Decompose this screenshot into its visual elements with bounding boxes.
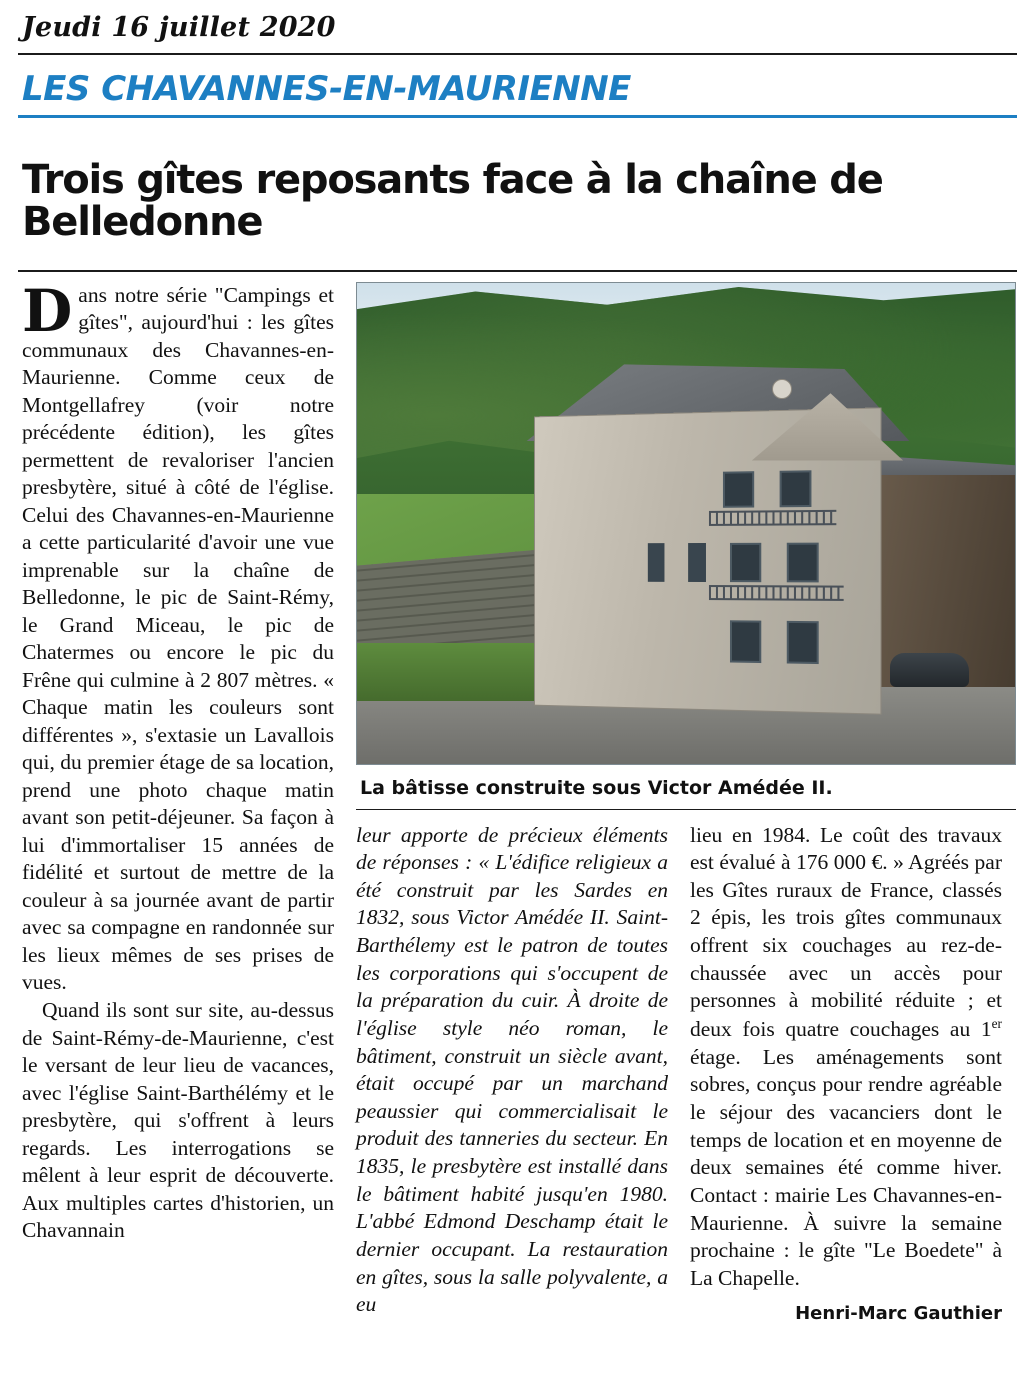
photo-satellite-dish	[772, 379, 792, 399]
photo-car	[890, 653, 969, 687]
kicker-locality: LES CHAVANNES-EN-MAURIENNE	[22, 69, 631, 109]
photo-window	[786, 543, 818, 582]
article-photo	[356, 282, 1016, 765]
photo-shutter	[689, 544, 706, 583]
photo-window	[730, 544, 762, 583]
photo-window	[730, 621, 762, 663]
page-title: Trois gîtes reposants face à la chaîne de Belledonne	[22, 156, 883, 245]
paragraph-quote: leur apporte de précieux éléments de réponses : « L'édifice religieux a été construit par les Sardes en 1832, sous Victor Amédée II. Saint-Barthélemy est le patron de toutes les corporations qui s'occupent de la préparation du cuir. À droite de l'église style néo roman, le bâtiment, construit un siècle avant, était occupé par un marchand peaussier qui commercialisait le produit des tanneries du secteur. En 1835, le presbytère est installé dans le bâtiment habité jusqu'en 1980. L'abbé Edmond Deschamp était le dernier occupant. La restauration en gîtes, sous la salle polyvalente, a eu	[356, 822, 668, 1317]
text-column-1	[22, 276, 334, 1326]
paragraph-2: Quand ils sont sur site, au-dessus de Saint-Rémy-de-Maurienne, c'est le versant de leur lieu de vacances, avec l'église Saint-Barthélémy et le presbytère, qui s'offrent à leurs regards. Les interrogations se mêlent à leur esprit de découverte. Aux multiples cartes d'historien, un Chavannain	[22, 998, 334, 1243]
paragraph-final: lieu en 1984. Le coût des travaux est évalué à 176 000 €. » Agréés par les Gîtes ruraux de France, classés 2 épis, les trois gîtes communaux offrent six couchages au rez-de-chaussée avec un accès pour personnes à mobilité réduite ; et deux fois quatre couchages au 1er étage. Les aménagements sont sobres, conçus pour rendre agréable le séjour des vacanciers dont le temps de location et en moyenne de deux semaines été comme hiver. Contact : mairie Les Chavannes-en-Maurienne. À suivre la semaine prochaine : le gîte "Le Boedete" à La Chapelle.	[690, 822, 1002, 1290]
photo-caption: La bâtisse construite sous Victor Amédée II.	[360, 776, 833, 799]
article-body	[18, 272, 1017, 1326]
text-column-2	[356, 822, 668, 1326]
photo-balcony	[709, 585, 843, 601]
photo-shutter	[648, 544, 665, 582]
lower-columns	[356, 810, 1016, 1326]
photo-balcony	[709, 510, 836, 526]
divider-kicker	[18, 115, 1017, 118]
photo-window	[723, 472, 754, 508]
paragraph-intro: Dans notre série "Campings et gîtes", aujourd'hui : les gîtes communaux des Chavannes-en-Maurienne. Comme ceux de Montgellafrey (voir notre précédente édition), les gîtes permettent de revaloriser l'ancien presbytère, situé à côté de l'église. Celui des Chavannes-en-Maurienne a cette particularité d'avoir une vue imprenable sur la chaîne de Belledonne, le pic de Saint-Rémy, le Grand Miceau, le pic de Chatermes ou encore le pic du Frêne qui culmine à 2 807 mètres. « Chaque matin les couleurs sont différentes », s'extasie un Lavallois qui, du premier étage de sa location, prend une photo chaque matin avant son petit-déjeuner. Sa façon à lui d'immortaliser 15 années de fidélité et surtout de mettre de la couleur à sa journée avant de partir avec sa compagne en randonnée sur les lieux mêmes de ses prises de vues.	[22, 276, 334, 995]
photo-window	[786, 622, 818, 665]
dateline: Jeudi 16 juillet 2020	[22, 12, 336, 43]
photo-window	[779, 471, 811, 508]
text-column-3	[690, 822, 1002, 1326]
photo-and-columns	[356, 282, 1016, 1326]
photo-block	[356, 282, 1016, 810]
byline: Henri-Marc Gauthier	[795, 1303, 1002, 1325]
